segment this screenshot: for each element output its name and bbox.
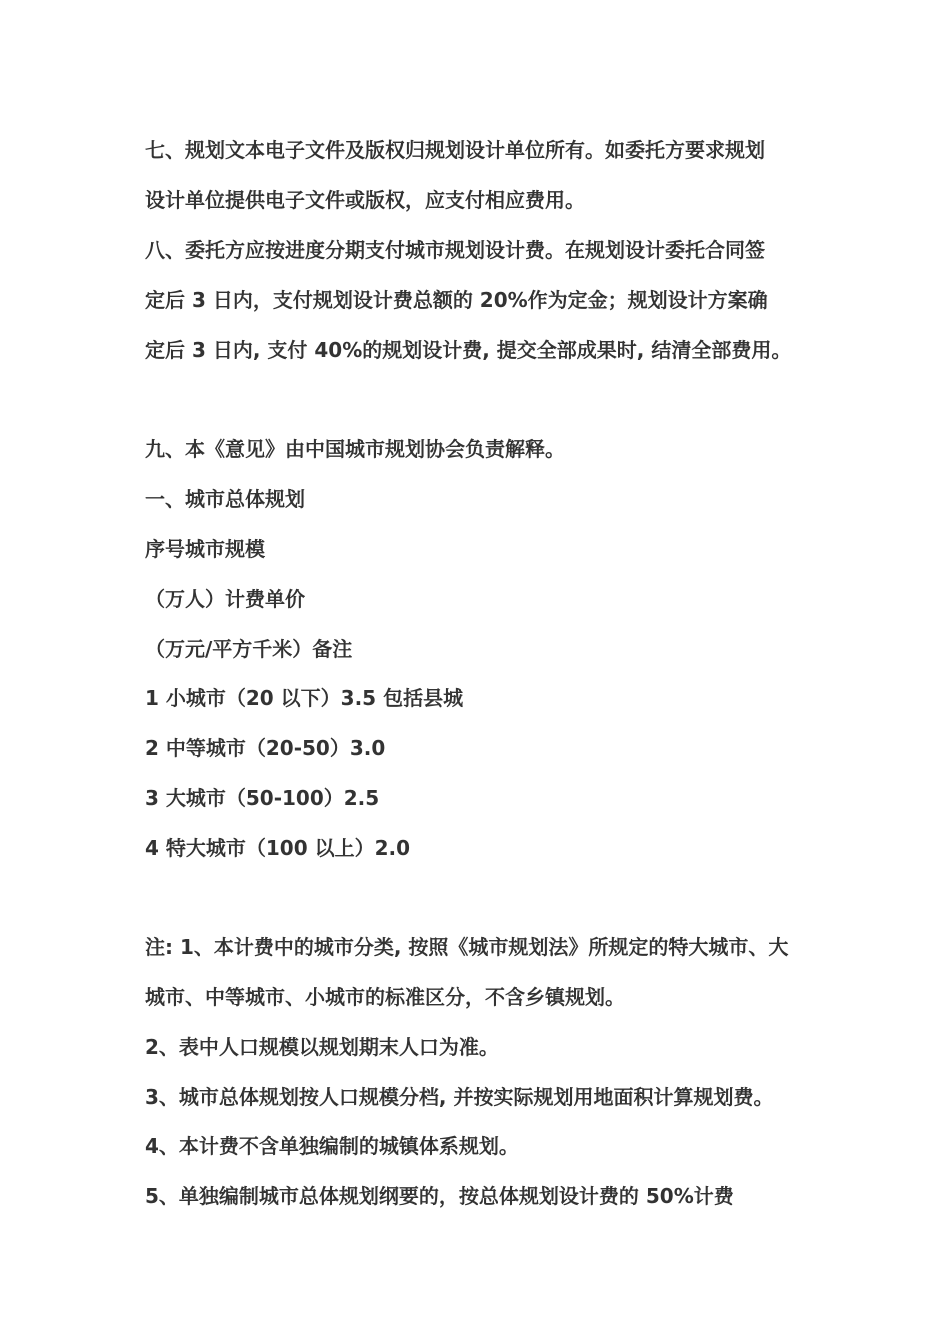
table-row: 2 中等城市（20-50）3.0 <box>145 736 386 760</box>
table-row: 3 大城市（50-100）2.5 <box>145 786 380 810</box>
table-header-1: 序号城市规模 <box>145 537 265 561</box>
clause-8-line-2: 定后 3 日内，支付规划设计费总额的 20%作为定金；规划设计方案确 <box>145 288 768 312</box>
table-header-3: （万元/平方千米）备注 <box>145 637 353 661</box>
note-2: 2、表中人口规模以规划期末人口为准。 <box>145 1035 499 1059</box>
note-1-line-1: 注: 1、本计费中的城市分类, 按照《城市规划法》所规定的特大城市、大 <box>145 935 789 959</box>
table-row: 1 小城市（20 以下）3.5 包括县城 <box>145 686 464 710</box>
note-3: 3、城市总体规划按人口规模分档, 并按实际规划用地面积计算规划费。 <box>145 1085 774 1109</box>
clause-8-line-3: 定后 3 日内, 支付 40%的规划设计费, 提交全部成果时, 结清全部费用。 <box>145 338 792 362</box>
clause-9: 九、本《意见》由中国城市规划协会负责解释。 <box>145 437 565 461</box>
note-1-line-2: 城市、中等城市、小城市的标准区分，不含乡镇规划。 <box>145 985 625 1009</box>
clause-7-line-2: 设计单位提供电子文件或版权，应支付相应费用。 <box>145 188 585 212</box>
table-row: 4 特大城市（100 以上）2.0 <box>145 836 411 860</box>
note-4: 4、本计费不含单独编制的城镇体系规划。 <box>145 1134 519 1158</box>
table-header-2: （万人）计费单价 <box>145 587 305 611</box>
section-heading: 一、城市总体规划 <box>145 487 305 511</box>
clause-7-line-1: 七、规划文本电子文件及版权归规划设计单位所有。如委托方要求规划 <box>145 138 765 162</box>
note-5: 5、单独编制城市总体规划纲要的，按总体规划设计费的 50%计费 <box>145 1184 734 1208</box>
clause-8-line-1: 八、委托方应按进度分期支付城市规划设计费。在规划设计委托合同签 <box>145 238 765 262</box>
